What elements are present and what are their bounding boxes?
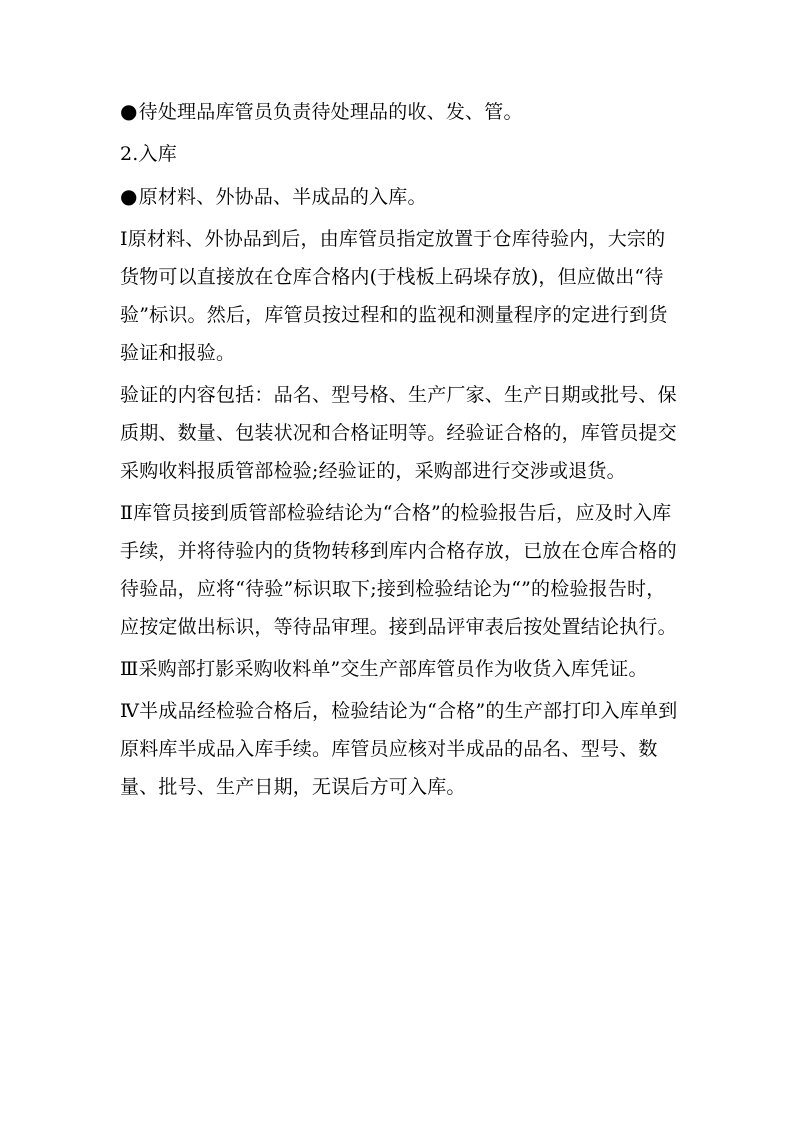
paragraph-text: Ⅱ库管员接到质管部检验结论为“合格”的检验报告后，应及时入库手续，并将待验内的货物转移到库内合格存放，已放在仓库合格的待验品，应将“待验”标识取下;接到检验结论为“”的检验报告时，应按定做出标识，等待品审理。接到品评审表后按处置结论执行。	[120, 502, 677, 638]
section-heading	[120, 135, 680, 173]
paragraph-1	[120, 92, 680, 131]
heading-text: 2.入库	[120, 143, 177, 165]
paragraph-text: 验证的内容包括：品名、型号格、生产厂家、生产日期或批号、保质期、数量、包装状况和合格证明等。经验证合格的，库管员提交采购收料报质管部检验;经验证的，采购部进行交涉或退货。	[120, 384, 677, 482]
bullet-icon: ●	[120, 99, 138, 123]
paragraph-3	[120, 177, 680, 216]
paragraph-text: Ⅳ半成品经检验合格后，检验结论为“合格”的生产部打印入库单到原料库半成品入库手续。库管员应核对半成品的品名、型号、数量、批号、生产日期，无误后方可入库。	[120, 700, 678, 798]
bullet-icon: ●	[120, 184, 138, 208]
paragraph-6	[120, 494, 680, 646]
paragraph-text: Ⅲ采购部打影采购收料单”交生产部库管员作为收货入库凭证。	[120, 658, 648, 680]
paragraph-text: Ⅰ原材料、外协品到后，由库管员指定放置于仓库待验内，大宗的货物可以直接放在仓库合格内(于栈板上码垛存放)，但应做出“待验”标识。然后，库管员按过程和的监视和测量程序的定进行到货验证和报验。	[120, 228, 668, 364]
paragraph-4	[120, 220, 680, 372]
document-body	[120, 92, 680, 810]
paragraph-text: 待处理品库管员负责待处理品的收、发、管。	[138, 101, 523, 123]
paragraph-text: 原材料、外协品、半成品的入库。	[138, 186, 427, 208]
paragraph-7	[120, 650, 680, 688]
paragraph-5	[120, 376, 680, 490]
paragraph-8	[120, 692, 680, 806]
